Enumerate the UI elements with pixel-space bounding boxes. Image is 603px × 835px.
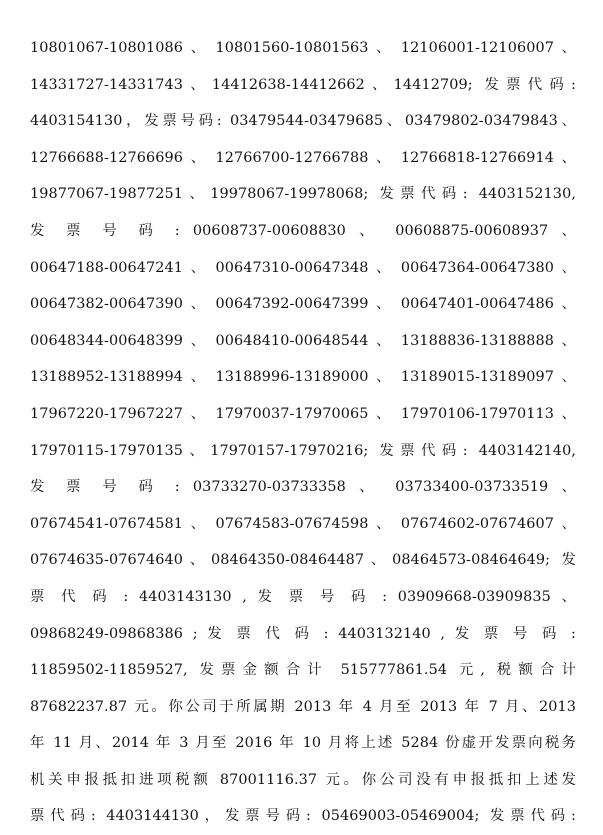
text-line-10: 13188952-13188994 、 13188996-13189000 、 13189015-13189097 、 <box>30 369 576 386</box>
text-line-5: 19877067-19877251、19978067-19978068; 发票代码: 4403152130, <box>30 186 576 203</box>
text-line-22: 票代码: 4403144130，发票号码: 05469003-05469004; 发票代码: <box>30 808 576 825</box>
text-line-21: 机关申报抵扣进项税额 87001116.37 元。你公司没有申报抵扣上述发 <box>30 771 576 788</box>
text-line-13: 发 票 号 码 : 03733270-03733358 、 03733400-03733519 、 <box>30 479 576 496</box>
document-body <box>30 30 576 835</box>
text-line-15: 07674635-07674640、08464350-08464487、08464573-08464649; 发 <box>30 552 576 569</box>
text-line-4: 12766688-12766696 、 12766700-12766788 、 12766818-12766914 、 <box>30 149 576 166</box>
text-line-3: 4403154130，发票号码: 03479544-03479685、03479802-03479843、 <box>30 113 576 130</box>
text-line-9: 00648344-00648399 、 00648410-00648544 、 13188836-13188888 、 <box>30 332 576 349</box>
text-line-19: 87682237.87 元。你公司于所属期 2013 年 4 月至 2013 年 7 月、2013 <box>30 698 576 715</box>
text-line-20: 年 11 月、2014 年 3 月至 2016 年 10 月将上述 5284 份虚开发票向税务 <box>30 735 576 752</box>
text-line-17: 09868249-09868386 ; 发 票 代 码 : 4403132140 , 发 票 号 码 : <box>30 625 576 642</box>
text-line-2: 14331727-14331743、14412638-14412662、14412709; 发票代码: <box>30 76 576 93</box>
text-line-18: 11859502-11859527, 发票金额合计 515777861.54 元, 税额合计 <box>30 662 576 679</box>
text-line-14: 07674541-07674581 、 07674583-07674598 、 07674602-07674607 、 <box>30 515 576 532</box>
text-line-7: 00647188-00647241 、 00647310-00647348 、 00647364-00647380 、 <box>30 259 576 276</box>
text-line-11: 17967220-17967227 、 17970037-17970065 、 17970106-17970113 、 <box>30 405 576 422</box>
text-line-16: 票 代 码 : 4403143130 , 发 票 号 码 : 03909668-03909835 、 <box>30 588 576 605</box>
text-line-12: 17970115-17970135、17970157-17970216; 发票代码: 4403142140, <box>30 442 576 459</box>
text-line-1: 10801067-10801086 、 10801560-10801563 、 12106001-12106007 、 <box>30 40 576 56</box>
text-line-8: 00647382-00647390 、 00647392-00647399 、 00647401-00647486 、 <box>30 296 576 313</box>
text-line-6: 发 票 号 码 : 00608737-00608830 、 00608875-00608937 、 <box>30 222 576 239</box>
